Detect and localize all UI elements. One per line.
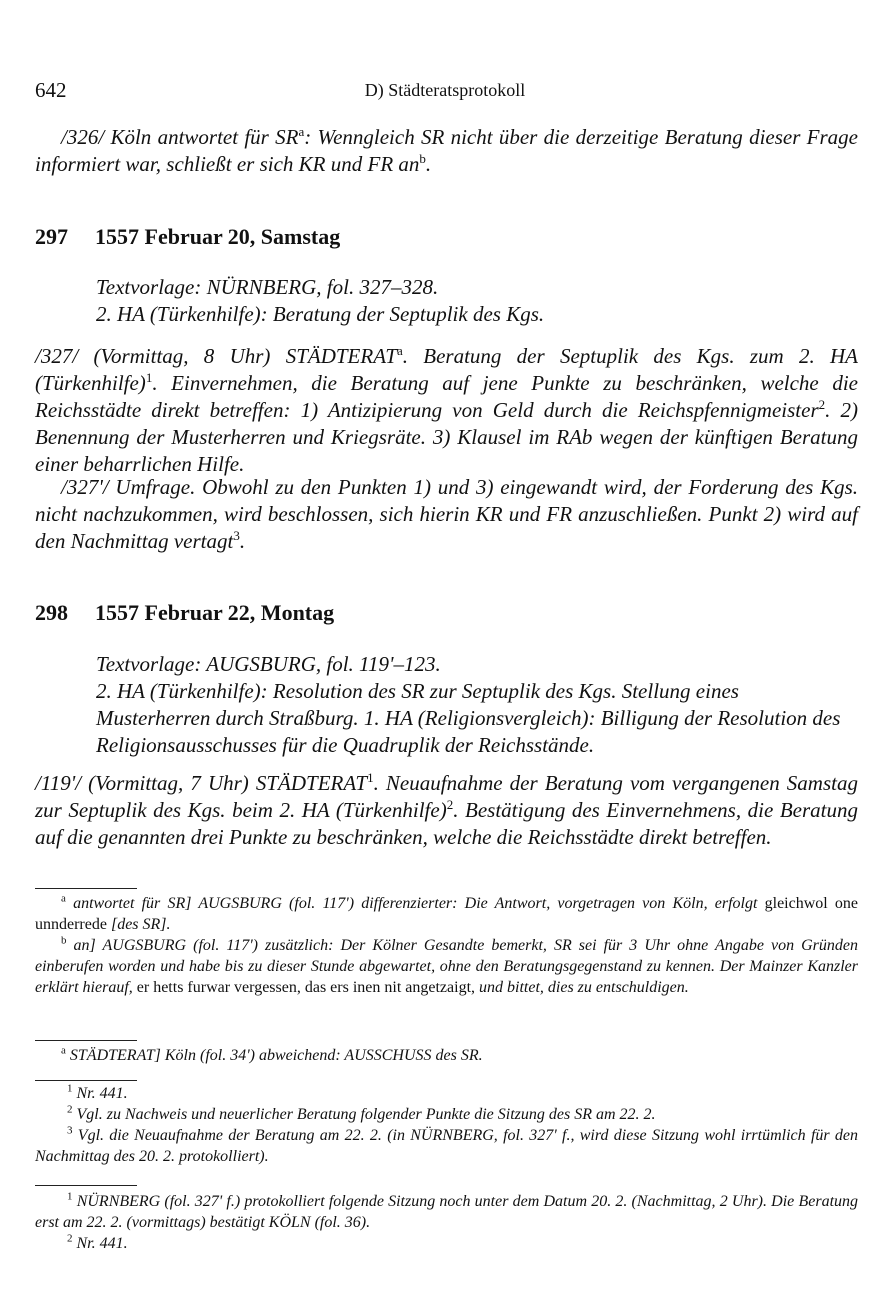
page-number: 642 (35, 78, 67, 102)
footnote-a: $^a$ antwortet für SR] AUGSBURG (fol. 117') differenzierter: Die Antwort, vorgetragen von Köln, erfolgt gleichwol one unnderrede [des SR]. (35, 892, 858, 933)
footnote-ref-2: 2 (818, 397, 826, 412)
source-text: Textvorlage: NÜRNBERG, fol. 327–328. (96, 275, 439, 299)
footnote-1: $^1$ Nr. 441. (67, 1082, 128, 1102)
footnote-ref-3: 3 (233, 528, 240, 543)
entry-297-heading (35, 224, 340, 250)
running-head (35, 78, 855, 108)
footnote-1: $^1$ NÜRNBERG (fol. 327' f.) protokolliert folgende Sitzung noch unter dem Datum 20. 2. (Nachmittag, 2 Uhr). Die Beratung erst am 22. 2. (vormittags) bestätigt KÖLN (fol. 36). (35, 1190, 859, 1231)
entry-number: 298 (35, 600, 68, 625)
footnote-ref-1: 1 (367, 770, 374, 785)
entry-298-paragraph-1: /119'/ (Vormittag, 7 Uhr) STÄDTERAT$^1$. Neuaufnahme der Beratung vom vergangenen Samstag zur Septuplik des Kgs. beim 2. HA (Türkenhilfe)$^2$. Bestätigung des Einvernehmens, die Beratung auf die genannten drei Punkte zu beschränken, welche die Reichsstädte direkt betreffen. (35, 770, 858, 849)
footnote-a: $^a$ STÄDTERAT] Köln (fol. 34') abweichend: AUSSCHUSS des SR. (61, 1044, 483, 1064)
entry-297-paragraph-2: /327'/ Umfrage. Obwohl zu den Punkten 1) und 3) eingewandt wird, der Forderung des Kgs. nicht nachzukommen, wird beschlossen, sich hierin KR und FR anzuschließen. Punkt 2) wird auf den Nachmittag vertagt$^3$. (35, 475, 858, 553)
footnote-b: $^b$ an] AUGSBURG (fol. 117') zusätzlich: Der Kölner Gesandte bemerkt, SR sei für 3 Uhr ohne Angabe von Gründen einberufen worden und habe bis zu dieser Stunde abgewartet, ohne den Beratungsgegenstand zu kennen. Der Mainzer Kanzler erklärt hierauf, er hetts furwar vergessen, das ers inen nit angetzaigt, und bittet, dies zu entschuldigen. (35, 934, 858, 996)
footnote-2: $^2$ Vgl. zu Nachweis und neuerlicher Beratung folgender Punkte die Sitzung des SR am 22. 2. (67, 1103, 656, 1123)
entry-date: 1557 Februar 22, Montag (95, 600, 335, 625)
entry-number: 297 (35, 224, 68, 249)
footnote-rule (35, 1080, 137, 1081)
footnote-2: $^2$ Nr. 441. (67, 1232, 128, 1252)
agenda-text: 2. HA (Türkenhilfe): Resolution des SR zur Septuplik des Kgs. Stellung eines Musterherren durch Straßburg. 1. HA (Religionsvergleich): Billigung der Resolution des Religionsausschusses für die Quadruplik der Reichsstände. (96, 679, 841, 757)
footnotes-letters-intro (35, 893, 858, 998)
running-title: D) Städteratsprotokoll (364, 80, 526, 100)
source-text: Textvorlage: AUGSBURG, fol. 119'–123. (96, 652, 441, 676)
entry-date: 1557 Februar 20, Samstag (95, 224, 341, 249)
footnote-rule (35, 1040, 137, 1041)
footnote-rule (35, 888, 137, 889)
footnote-ref-1: 1 (145, 370, 153, 385)
footnotes-letters-297 (35, 1045, 858, 1066)
intro-paragraph: /326/ Köln antwortet für $SR^a$: Wenngleich SR nicht über die derzeitige Beratung dieser Frage informiert war, schließt er sich KR und FR $an^b$. (35, 124, 859, 176)
entry-298-heading (35, 600, 334, 626)
entry-297-paragraph-1: /327/ (Vormittag, 8 Uhr) STÄDTERAT$^a$. Beratung der Septuplik des Kgs. zum 2. HA (Türkenhilfe)$^1$. Einvernehmen, die Beratung auf jene Punkte zu beschränken, welche die Reichsstädte direkt betreffen: 1) Antizipierung von Geld durch die Reichspfennigmeister$^2$. 2) Benennung der Musterherren und Kriegsräte. 3) Klausel im RAb wegen der künftigen Beratung einer beharrlichen Hilfe. (35, 343, 858, 476)
footnotes-numbers-298 (35, 1191, 858, 1254)
footnote-ref-b: b (419, 151, 426, 166)
entry-298-source (96, 651, 858, 759)
footnote-ref-a: a (396, 343, 403, 358)
footnote-ref-2: 2 (446, 797, 454, 812)
agenda-text: 2. HA (Türkenhilfe): Beratung der Septuplik des Kgs. (96, 302, 545, 326)
footnote-rule (35, 1185, 137, 1186)
footnote-ref-a: a (298, 124, 305, 139)
footnote-3: $^3$ Vgl. die Neuaufnahme der Beratung am 22. 2. (in NÜRNBERG, fol. 327' f., wird diese Sitzung wohl irrtümlich für den Nachmittag des 20. 2. protokolliert). (35, 1124, 859, 1165)
footnotes-numbers-297 (35, 1083, 858, 1167)
entry-297-source (96, 274, 858, 328)
